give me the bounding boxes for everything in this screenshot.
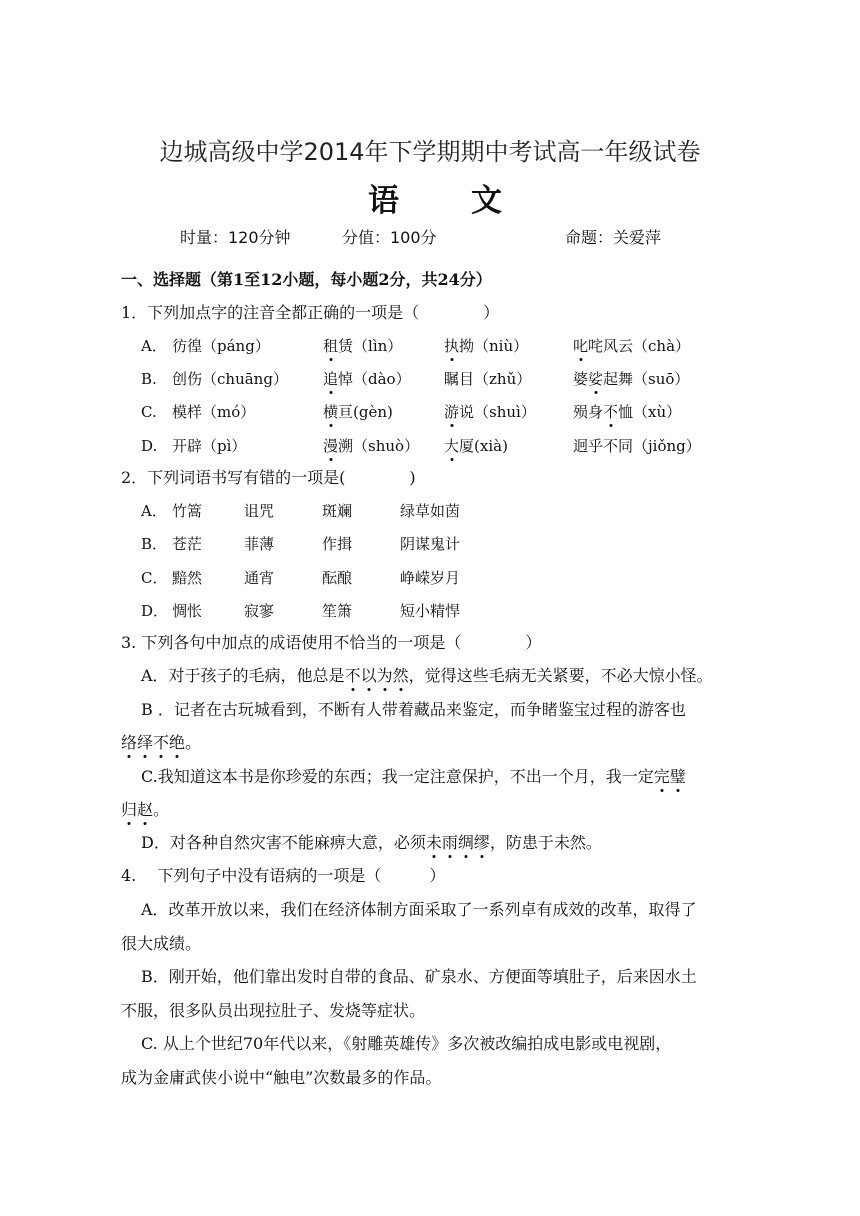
dotted-char: 雨	[441, 833, 458, 852]
pinyin-option-cell: 彷徨（páng）	[172, 337, 270, 355]
pinyin-option-cell: 大厦(xià)	[444, 437, 508, 455]
question-3-stem: 3. 下列各句中加点的成语使用不恰当的一项是（ ）	[121, 633, 542, 652]
pinyin-option-cell: 创伤（chuāng）	[172, 370, 288, 388]
word-cell: 菲薄	[244, 535, 275, 553]
question-4-option-b: B．刚开始，他们靠出发时自带的食品、矿泉水、方便面等填肚子，后来因水土	[141, 967, 697, 986]
question-4-option-a: A．改革开放以来，我们在经济体制方面采取了一系列卓有成效的改革，取得了	[141, 900, 697, 919]
pinyin-option-cell: 游说（shuì）	[444, 403, 536, 421]
question-3-option-b: B ．记者在古玩城看到，不断有人带着藏品来鉴定，而争睹鉴宝过程的游客也	[141, 700, 686, 719]
school-exam-title: 边城高级中学2014年下学期期中考试高一年级试卷	[159, 138, 701, 166]
option-label: B．	[141, 535, 168, 553]
pinyin-option-cell: 瞩目（zhǔ）	[444, 370, 532, 388]
pinyin-option-cell: 叱咤风云（chà）	[573, 337, 691, 355]
pinyin-option-cell: 开辟（pì）	[172, 437, 247, 455]
dotted-char: 漫	[323, 437, 339, 455]
option-label: D．	[141, 602, 169, 620]
question-3-option-d: D．对各种自然灾害不能麻痹大意，必须未雨绸缪，防患于未然。	[141, 833, 602, 852]
question-3-option-b-cont: 络绎不绝。	[121, 733, 202, 752]
word-cell: 短小精悍	[400, 602, 461, 620]
word-cell: 通宵	[244, 569, 275, 587]
dotted-char: 绸	[457, 833, 474, 852]
question-4-option-b-cont: 不服，很多队员出现拉肚子、发烧等症状。	[121, 1001, 426, 1020]
dotted-char: 租	[323, 337, 339, 355]
word-cell: 寂寥	[244, 602, 275, 620]
word-cell: 作揖	[322, 535, 353, 553]
dotted-char: 不	[153, 733, 170, 752]
option-label: D.	[141, 437, 158, 455]
exam-author: 命题：关爱萍	[565, 228, 662, 247]
dotted-char: 络	[121, 733, 138, 752]
pinyin-option-cell: 横亘(gèn)	[323, 403, 393, 421]
word-cell: 斑斓	[322, 502, 353, 520]
pinyin-option-cell: 漫溯（shuò）	[323, 437, 420, 455]
word-cell: 绿草如茵	[400, 502, 461, 520]
pinyin-option-cell: 执拗（niù）	[444, 337, 529, 355]
dotted-char: 未	[425, 833, 442, 852]
pinyin-option-cell: 追悼（dào）	[323, 370, 411, 388]
word-cell: 峥嵘岁月	[400, 569, 461, 587]
dotted-char: 横	[323, 403, 339, 421]
exam-time: 时量：120分钟	[180, 228, 291, 247]
question-4-option-c-cont: 成为金庸武侠小说中“触电”次数最多的作品。	[121, 1068, 442, 1087]
exam-score: 分值：100分	[342, 228, 437, 247]
pinyin-option-cell: 婆娑起舞（suō）	[573, 370, 690, 388]
dotted-idiom	[426, 833, 490, 852]
dotted-idiom	[654, 767, 686, 786]
dotted-char: 璧	[669, 767, 686, 786]
section-heading: 一、选择题（第1至12小题，每小题2分，共24分）	[121, 270, 492, 289]
question-4-option-c: C. 从上个世纪70年代以来，《射雕英雄传》多次被改编拍成电影或电视剧，	[141, 1034, 672, 1053]
question-1-stem: 1．下列加点字的注音全都正确的一项是（ ）	[121, 303, 500, 322]
subject-title	[368, 175, 502, 220]
dotted-char: 叱	[573, 337, 589, 355]
word-cell: 惆怅	[172, 602, 203, 620]
dotted-idiom	[121, 733, 185, 752]
option-label: C.	[141, 403, 157, 421]
dotted-char: 不	[344, 666, 361, 685]
dotted-char: 赵	[137, 800, 154, 819]
word-cell: 诅咒	[244, 502, 275, 520]
word-cell: 黯然	[172, 569, 203, 587]
question-3-option-a: A．对于孩子的毛病，他总是不以为然，觉得这些毛病无关紧要，不必大惊小怪。	[141, 666, 713, 685]
word-cell: 苍茫	[172, 535, 203, 553]
pinyin-option-cell: 殒身不恤（xù）	[573, 403, 682, 421]
dotted-char: 完	[653, 767, 670, 786]
dotted-char: 绎	[137, 733, 154, 752]
dotted-char: 以	[360, 666, 377, 685]
option-label: C．	[141, 569, 168, 587]
pinyin-option-cell: 租赁（lìn）	[323, 337, 403, 355]
dotted-char: 执	[444, 337, 460, 355]
option-label: A．	[141, 337, 167, 355]
dotted-char: 娑	[588, 370, 604, 388]
dotted-char: 游	[444, 403, 460, 421]
subject-char: 文	[471, 183, 502, 219]
word-cell: 竹篙	[172, 502, 203, 520]
word-cell: 酝酿	[322, 569, 353, 587]
dotted-idiom	[121, 800, 153, 819]
word-cell: 阴谋鬼计	[400, 535, 461, 553]
option-label: B.	[141, 370, 157, 388]
dotted-char: 缪	[473, 833, 490, 852]
dotted-char: 追	[323, 370, 339, 388]
dotted-char: 大	[444, 437, 460, 455]
dotted-char: 不	[603, 403, 619, 421]
subject-char: 语	[368, 183, 399, 219]
dotted-char: 然	[392, 666, 409, 685]
word-cell: 笙箫	[322, 602, 353, 620]
question-3-option-c-cont: 归赵。	[121, 800, 170, 819]
dotted-char: 为	[376, 666, 393, 685]
question-2-stem: 2．下列词语书写有错的一项是( )	[121, 468, 416, 487]
option-label: A．	[141, 502, 167, 520]
pinyin-option-cell: 迥乎不同（jiǒng）	[573, 437, 701, 455]
pinyin-option-cell: 模样（mó）	[172, 403, 256, 421]
dotted-char: 归	[121, 800, 138, 819]
question-4-option-a-cont: 很大成绩。	[121, 934, 202, 953]
dotted-idiom	[345, 666, 409, 685]
question-3-option-c: C.我知道这本书是你珍爱的东西；我一定注意保护，不出一个月，我一定完璧	[141, 767, 686, 786]
dotted-char: 绝	[169, 733, 186, 752]
question-4-stem: 4. 下列句子中没有语病的一项是（ ）	[121, 866, 446, 885]
